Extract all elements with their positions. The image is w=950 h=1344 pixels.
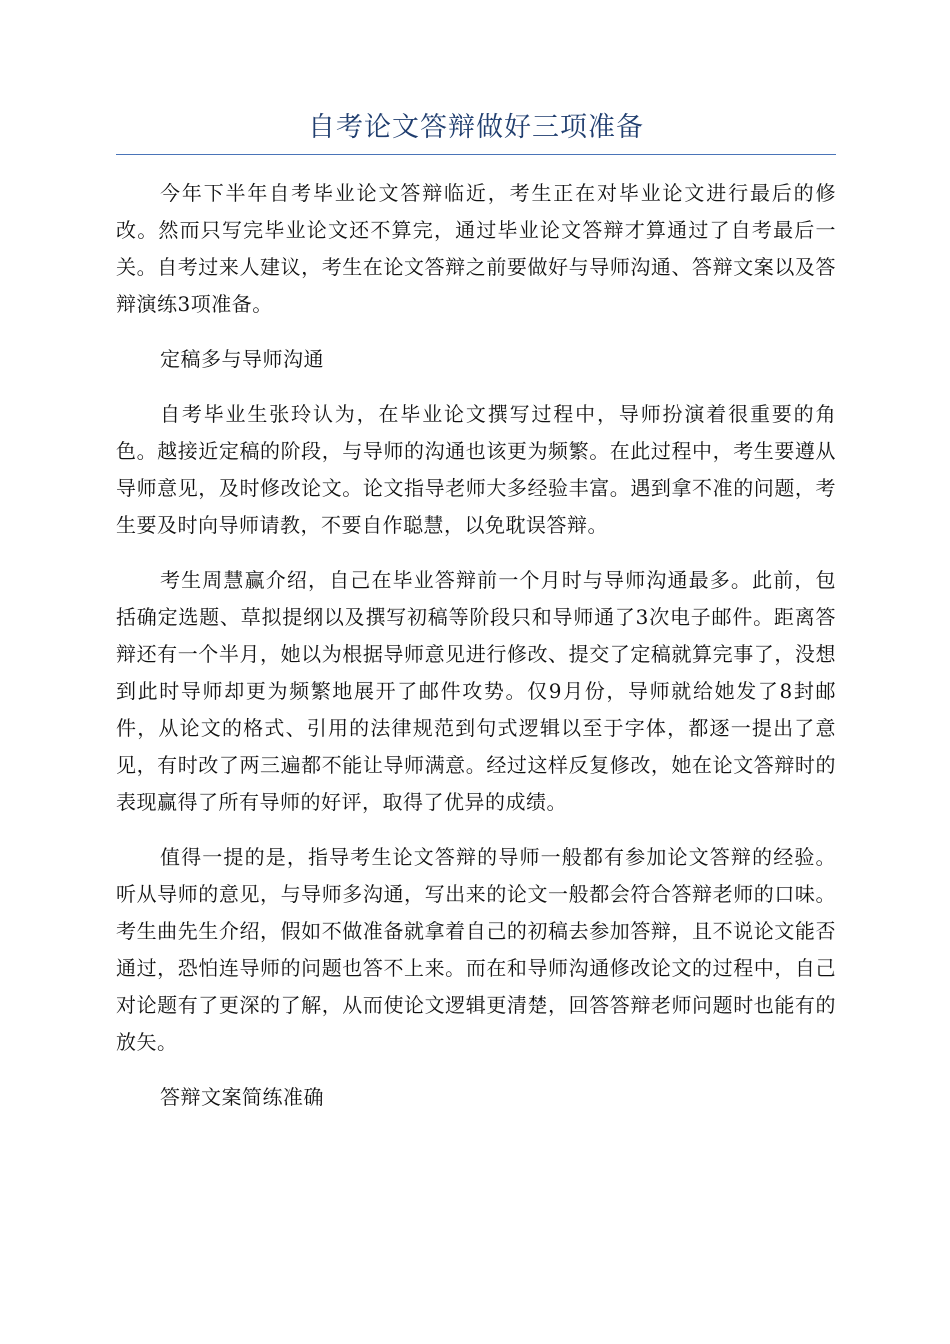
paragraph-zhou-huiying: 考生周慧赢介绍，自己在毕业答辩前一个月时与导师沟通最多。此前，包括确定选题、草拟提纲以及撰写初稿等阶段只和导师通了3次电子邮件。距离答辩还有一个半月，她以为根据导师意见进行修改、提交了定稿就算完事了，没想到此时导师却更为频繁地展开了邮件攻势。仅9月份，导师就给她发了8封邮件，从论文的格式、引用的法律规范到句式逻辑以至于字体，都逐一提出了意见，有时改了两三遍都不能让导师满意。经过这样反复修改，她在论文答辩时的表现赢得了所有导师的好评，取得了优异的成绩。: [116, 568, 836, 814]
section-heading-communicate: 定稿多与导师沟通: [160, 347, 324, 371]
paragraph-zhang-ling: 自考毕业生张玲认为，在毕业论文撰写过程中，导师扮演着很重要的角色。越接近定稿的阶段，与导师的沟通也该更为频繁。在此过程中，考生要遵从导师意见，及时修改论文。论文指导老师大多经验丰富。遇到拿不准的问题，考生要及时向导师请教，不要自作聪慧，以免耽误答辩。: [116, 402, 836, 537]
document-title: 自考论文答辩做好三项准备: [116, 108, 836, 155]
paragraph-intro: 今年下半年自考毕业论文答辩临近，考生正在对毕业论文进行最后的修改。然而只写完毕业论文还不算完，通过毕业论文答辩才算通过了自考最后一关。自考过来人建议，考生在论文答辩之前要做好与导师沟通、答辩文案以及答辩演练3项准备。: [116, 181, 836, 316]
document-page: [116, 108, 836, 1134]
paragraph-experience: 值得一提的是，指导考生论文答辩的导师一般都有参加论文答辩的经验。听从导师的意见，与导师多沟通，写出来的论文一般都会符合答辩老师的口味。考生曲先生介绍，假如不做准备就拿着自己的初稿去参加答辩，且不说论文能否通过，恐怕连导师的问题也答不上来。而在和导师沟通修改论文的过程中，自己对论题有了更深的了解，从而使论文逻辑更清楚，回答答辩老师问题时也能有的放矢。: [116, 845, 836, 1054]
section-heading-copy: 答辩文案简练准确: [160, 1085, 324, 1109]
document-body: [116, 175, 836, 1116]
